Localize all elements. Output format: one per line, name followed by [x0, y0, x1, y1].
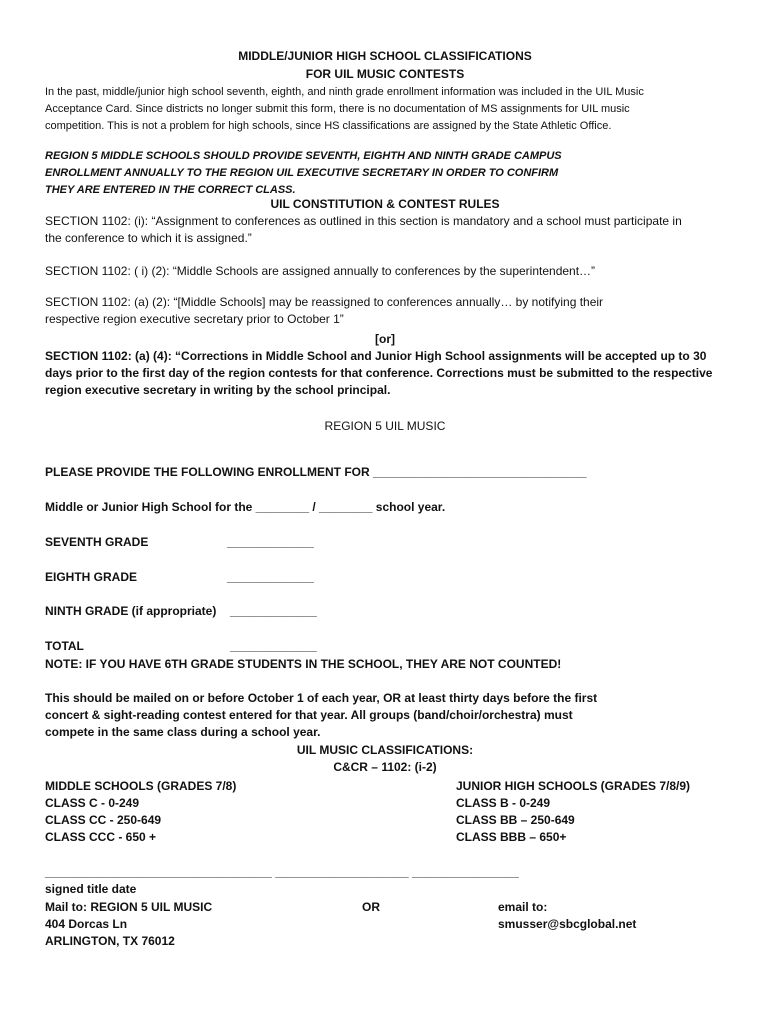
total-label: TOTAL: [45, 639, 84, 653]
ninth-grade-blank[interactable]: _____________: [230, 604, 317, 618]
junior-class-item: CLASS B - 0-249: [456, 796, 551, 810]
middle-schools-title: MIDDLE SCHOOLS (GRADES 7/8): [45, 779, 237, 793]
title-line-2: FOR UIL MUSIC CONTESTS: [305, 67, 465, 81]
mailing-line: compete in the same class during a school year.: [45, 725, 321, 739]
title-line-1: MIDDLE/JUNIOR HIGH SCHOOL CLASSIFICATIONS: [238, 49, 532, 63]
signature-line[interactable]: __________________________________ ____________________ ________________: [45, 865, 519, 879]
eighth-grade-blank[interactable]: _____________: [227, 570, 314, 584]
junior-high-title: JUNIOR HIGH SCHOOLS (GRADES 7/8/9): [456, 779, 691, 793]
eighth-grade-label: EIGHTH GRADE: [45, 570, 138, 584]
section-a2: [45, 294, 730, 328]
or-text: OR: [362, 900, 380, 914]
section-i: [45, 213, 730, 247]
section-i-line: SECTION 1102: (i): “Assignment to conferences as outlined in this section is mandatory and a school must participate in: [45, 214, 682, 228]
middle-class-item: CLASS CC - 250-649: [45, 813, 162, 827]
region-heading: REGION 5 UIL MUSIC: [324, 419, 446, 433]
region-notice: [45, 148, 730, 199]
school-year-field[interactable]: Middle or Junior High School for the ________ / ________ school year.: [45, 500, 446, 514]
mailing-line: concert & sight-reading contest entered for that year. All groups (band/choir/orchestra) must: [45, 708, 573, 722]
junior-class-item: CLASS BBB – 650+: [456, 830, 567, 844]
junior-class-item: CLASS BB – 250-649: [456, 813, 575, 827]
intro-line: In the past, middle/junior high school seventh, eighth, and ninth grade enrollment information was included in the UIL Music: [45, 86, 644, 98]
intro-line: competition. This is not a problem for high schools, since HS classifications are assigned by the State Athletic Office.: [45, 120, 612, 132]
section-i2: SECTION 1102: ( i) (2): “Middle Schools are assigned annually to conferences by the superintendent…”: [45, 264, 596, 278]
section-i-line: the conference to which it is assigned.”: [45, 231, 252, 245]
classifications-heading: UIL MUSIC CLASSIFICATIONS:: [296, 743, 474, 757]
ninth-grade-label: NINTH GRADE (if appropriate): [45, 604, 217, 618]
mailing-paragraph: [45, 690, 730, 741]
region-notice-line: REGION 5 MIDDLE SCHOOLS SHOULD PROVIDE SEVENTH, EIGHTH AND NINTH GRADE CAMPUS: [45, 150, 562, 162]
section-a2-line: SECTION 1102: (a) (2): “[Middle Schools] may be reassigned to conferences annually… by notifying their: [45, 295, 604, 309]
region-notice-line: ENROLLMENT ANNUALLY TO THE REGION UIL EXECUTIVE SECRETARY IN ORDER TO CONFIRM: [45, 167, 559, 179]
classifications-subheading: C&CR – 1102: (i-2): [333, 760, 437, 774]
or-label: [or]: [375, 332, 395, 346]
middle-class-item: CLASS CCC - 650 +: [45, 830, 157, 844]
mailing-line: This should be mailed on or before October 1 of each year, OR at least thirty days before the first: [45, 691, 598, 705]
email-address[interactable]: smusser@sbcglobal.net: [498, 917, 637, 931]
section-a4-line: SECTION 1102: (a) (4): “Corrections in Middle School and Junior High School assignments will be accepted up to 30: [45, 349, 707, 363]
note-text: NOTE: IF YOU HAVE 6TH GRADE STUDENTS IN THE SCHOOL, THEY ARE NOT COUNTED!: [45, 657, 562, 671]
region-notice-line: THEY ARE ENTERED IN THE CORRECT CLASS.: [45, 184, 296, 196]
signature-labels: signed title date: [45, 882, 137, 896]
section-a4-line: region executive secretary in writing by the school principal.: [45, 383, 391, 397]
seventh-grade-blank[interactable]: _____________: [227, 535, 314, 549]
mail-to-city: ARLINGTON, TX 76012: [45, 934, 175, 948]
section-a4-line: days prior to the first day of the region contests for that conference. Corrections must be submitted to the respective: [45, 366, 713, 380]
rules-heading: UIL CONSTITUTION & CONTEST RULES: [270, 197, 500, 211]
section-a2-line: respective region executive secretary prior to October 1”: [45, 312, 344, 326]
enrollment-for-field[interactable]: PLEASE PROVIDE THE FOLLOWING ENROLLMENT FOR ________________________________: [45, 465, 587, 479]
seventh-grade-label: SEVENTH GRADE: [45, 535, 149, 549]
mail-to-label: Mail to: REGION 5 UIL MUSIC: [45, 900, 213, 914]
intro-line: Acceptance Card. Since districts no longer submit this form, there is no documentation of MS assignments for UIL music: [45, 103, 630, 115]
middle-class-item: CLASS C - 0-249: [45, 796, 140, 810]
total-blank[interactable]: _____________: [230, 639, 317, 653]
mail-to-street: 404 Dorcas Ln: [45, 917, 128, 931]
intro-paragraph: [45, 84, 730, 135]
section-a4: [45, 348, 730, 399]
email-label: email to:: [498, 900, 548, 914]
